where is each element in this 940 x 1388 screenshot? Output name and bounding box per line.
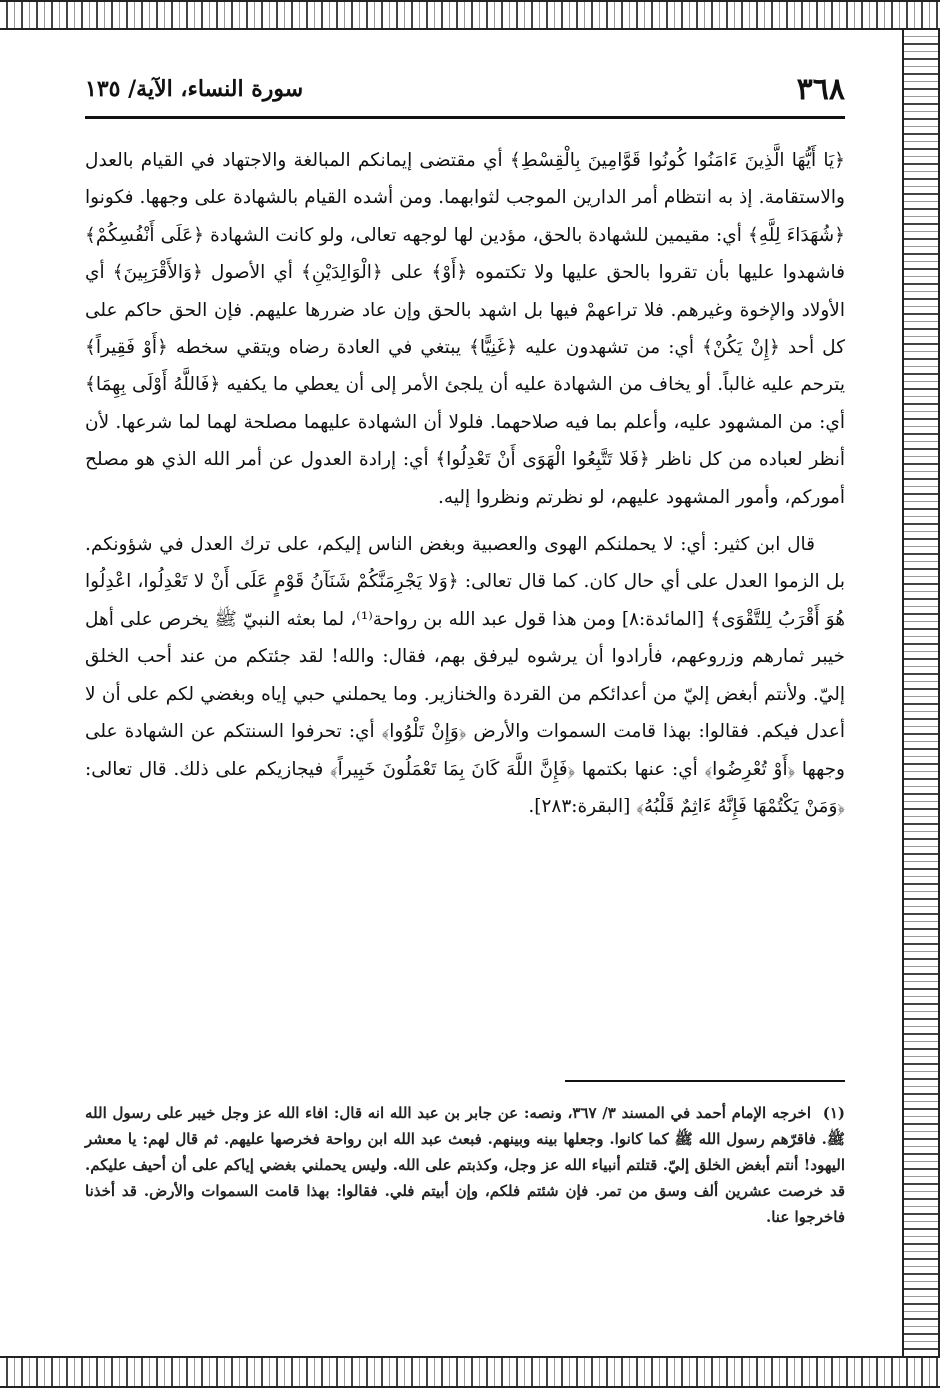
- top-ornamental-border: [0, 0, 940, 30]
- page-number: ٣٦٨: [796, 72, 845, 107]
- footnote-text: اخرجه الإمام أحمد في المسند ٣/ ٣٦٧، ونصه: عن جابر بن عبد الله انه قال: افاء الله عز وجل خيبر على رسول الله ﷺ. فاقرّهم رسول الله ﷺ كما كانوا. وجعلها بينه وبينهم. فبعث عبد الله ابن رواحة فخرصها عليهم. ثم قال لهم: يا معشر اليهود! أنتم أبغض الخلق إليّ. قتلتم أنبياء الله عز وجل، وكذبتم على الله. وليس يحملني بغضي إياكم على أن أحيف عليكم. قد خرصت عشرين ألف وسق من تمر. فإن شئتم فلكم، وإن أبيتم فلي. فقالوا: بهذا قامت السموات والأرض. قد أخذنا فاخرجوا عنا.: [85, 1104, 845, 1226]
- bottom-ornamental-border: [0, 1356, 940, 1388]
- header-divider: [85, 116, 845, 119]
- main-text: [85, 142, 845, 825]
- footnote-mark: (١): [822, 1104, 845, 1122]
- page-header: [85, 72, 845, 112]
- footnote: [85, 1100, 845, 1230]
- right-ornamental-border: [902, 30, 940, 1356]
- paragraph-ibn-kathir: قال ابن كثير: أي: لا يحملنكم الهوى والعصبية وبغض الناس إليكم، على ترك العدل في شؤونكم. بل الزموا العدل على أي حال كان. كما قال تعالى: ﴿وَلا يَجْرِمَنَّكُمْ شَنَآنُ قَوْمٍ عَلَى أَنْ لا تَعْدِلُوا، اعْدِلُوا هُوَ أَقْرَبُ لِلتَّقْوَى﴾ [المائدة:٨] ومن هذا قول عبد الله بن رواحة⁽¹⁾، لما بعثه النبيّ ﷺ يخرص على أهل خيبر ثمارهم وزروعهم، فأرادوا أن يرشوه ليرفق بهم، فقال: والله! لقد جئتكم من عند أحب الخلق إليّ. ولأنتم أبغض إليّ من أعدائكم من القردة والخنازير. وما يحملني حبي إياه وبغضي لكم على أن لا أعدل فيكم. فقالوا: بهذا قامت السموات والأرض ﴿وَإِنْ تَلْوُوا﴾ أي: تحرفوا السنتكم عن الشهادة على وجهها ﴿أَوْ تُعْرِضُوا﴾ أي: عنها بكتمها ﴿فَإِنَّ اللَّهَ كَانَ بِمَا تَعْمَلُونَ خَبِيراً﴾ فيجازيكم على ذلك. قال تعالى: ﴿وَمَنْ يَكْتُمْهَا فَإِنَّهُ ءَاثِمٌ قَلْبُهُ﴾ [البقرة:٢٨٣].: [85, 534, 845, 817]
- footnote-divider: [565, 1080, 845, 1082]
- paragraph-commentary: ﴿يَا أَيُّهَا الَّذِينَ ءَامَنُوا كُونُوا قَوَّامِينَ بِالْقِسْطِ﴾ أي مقتضى إيمانكم المبالغة والاجتهاد في القيام بالعدل والاستقامة. إذ به انتظام أمر الدارين الموجب لثوابهما. ومن أشده القيام بالشهادة على وجهها. فكونوا ﴿شُهَدَاءَ لِلَّهِ﴾ أي: مقيمين للشهادة بالحق، مؤدين لها لوجهه تعالى، ولو كانت الشهادة ﴿عَلَى أَنْفُسِكُمْ﴾ فاشهدوا عليها بأن تقروا بالحق عليها ولا تكتموه ﴿أَوْ﴾ على ﴿الْوَالِدَيْنِ﴾ أي الأصول ﴿وَالأَقْرَبِينَ﴾ أي الأولاد والإخوة وغيرهم. فلا تراعهمْ فيها بل اشهد بالحق وإن عاد ضررها عليهم. فإن الحق حاكم على كل أحد ﴿إِنْ يَكُنْ﴾ أي: من تشهدون عليه ﴿غَنِيًّا﴾ يبتغي في العادة رضاه ويتقي سخطه ﴿أَوْ فَقِيراً﴾ يترحم عليه غالباً. أو يخاف من الشهادة عليه أن يلجئ الأمر إلى أن يعطي ما يكفيه ﴿فَاللَّهُ أَوْلَى بِهِمَا﴾ أي: من المشهود عليه، وأعلم بما فيه صلاحهما. فلولا أن الشهادة عليهما مصلحة لهما لما شرعها. لأن أنظر لعباده من كل ناظر ﴿فَلا تَتَّبِعُوا الْهَوَى أَنْ تَعْدِلُوا﴾ أي: إرادة العدول عن أمر الله الذي هو مصلح أموركم، وأمور المشهود عليهم، لو نظرتم ونظروا إليه.: [85, 150, 845, 508]
- running-title: سورة النساء، الآية/ ١٣٥: [85, 76, 304, 102]
